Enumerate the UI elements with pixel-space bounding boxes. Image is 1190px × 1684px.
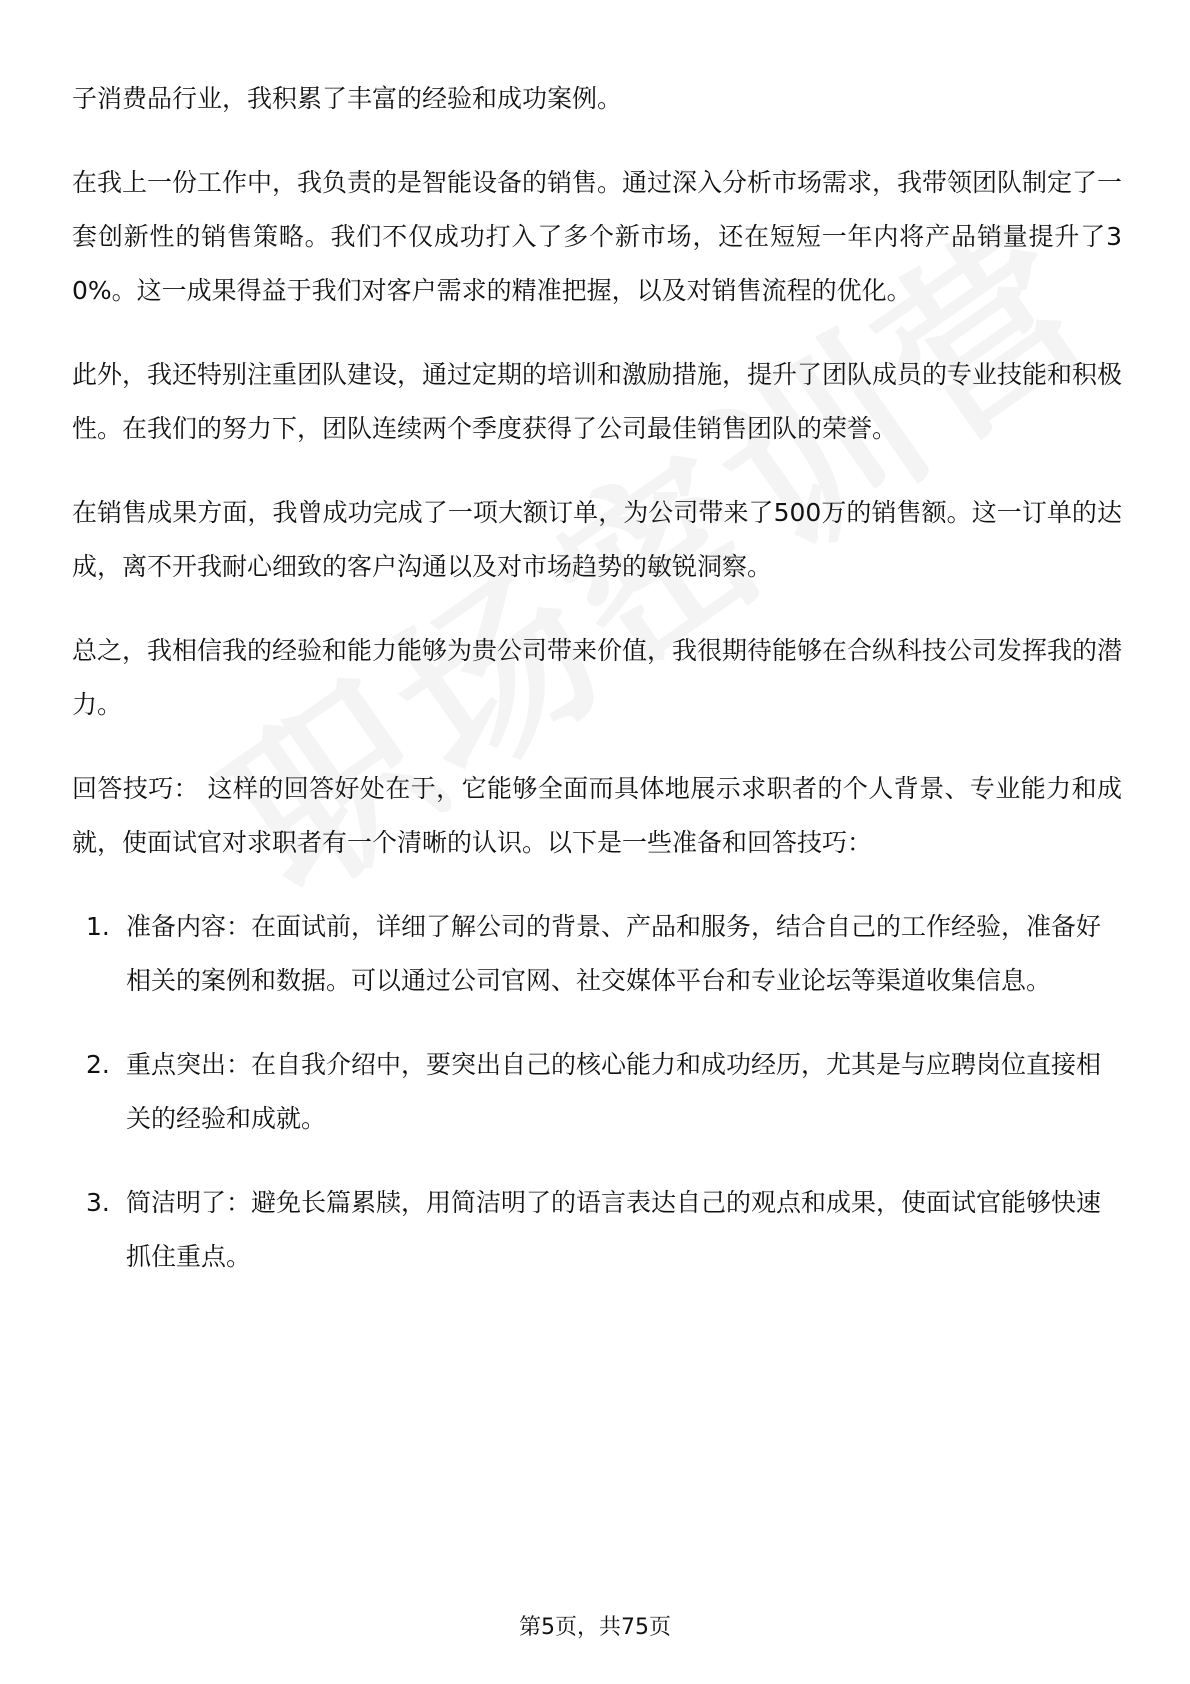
paragraph-sales-results: 在销售成果方面，我曾成功完成了一项大额订单，为公司带来了500万的销售额。这一订单的达成，离不开我耐心细致的客户沟通以及对市场趋势的敏锐洞察。 [72, 498, 1122, 581]
paragraph-conclusion: 总之，我相信我的经验和能力能够为贵公司带来价值，我很期待能够在合纵科技公司发挥我的潜力。 [72, 636, 1123, 719]
paragraph-intro-continued: 子消费品行业，我积累了丰富的经验和成功案例。 [72, 84, 623, 113]
paragraph-answer-tips: 回答技巧： 这样的回答好处在于，它能够全面而具体地展示求职者的个人背景、专业能力和成就，使面试官对求职者有一个清晰的认识。以下是一些准备和回答技巧： [72, 774, 1122, 857]
list-item-text: 重点突出：在自我介绍中，要突出自己的核心能力和成功经历，尤其是与应聘岗位直接相关的经验和成就。 [126, 1050, 1102, 1133]
list-item-text: 简洁明了：避免长篇累牍，用简洁明了的语言表达自己的观点和成果，使面试官能够快速抓住重点。 [126, 1188, 1102, 1271]
list-item [72, 1038, 1122, 1146]
page-number: 第5页，共75页 [519, 1615, 671, 1640]
list-item-number: 2. [86, 1050, 110, 1079]
paragraph-team-building: 此外，我还特别注重团队建设，通过定期的培训和激励措施，提升了团队成员的专业技能和积极性。在我们的努力下，团队连续两个季度获得了公司最佳销售团队的荣誉。 [72, 360, 1123, 443]
paragraph-previous-job: 在我上一份工作中，我负责的是智能设备的销售。通过深入分析市场需求，我带领团队制定了一套创新性的销售策略。我们不仅成功打入了多个新市场，还在短短一年内将产品销量提升了30%。这一成果得益于我们对客户需求的精准把握，以及对销售流程的优化。 [72, 168, 1123, 305]
list-item-text: 准备内容：在面试前，详细了解公司的背景、产品和服务，结合自己的工作经验，准备好相关的案例和数据。可以通过公司官网、社交媒体平台和专业论坛等渠道收集信息。 [126, 912, 1102, 995]
list-item-number: 1. [86, 912, 110, 941]
list-item [72, 900, 1122, 1008]
document-body [72, 72, 1122, 1314]
list-item [72, 1176, 1122, 1284]
tips-list [72, 900, 1122, 1284]
list-item-number: 3. [86, 1188, 110, 1217]
